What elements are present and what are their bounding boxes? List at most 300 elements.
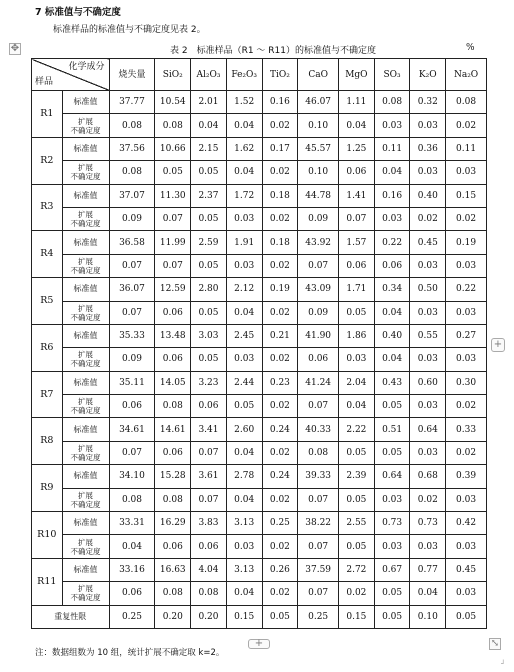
- row-label-uncertainty[interactable]: [62, 301, 109, 324]
- standard-value-cell[interactable]: 0.68: [410, 465, 446, 488]
- standard-value-cell[interactable]: 0.39: [446, 465, 487, 488]
- uncertainty-value-cell[interactable]: 0.05: [339, 301, 375, 324]
- standard-value-cell[interactable]: 1.57: [339, 231, 375, 254]
- uncertainty-value-cell[interactable]: 0.06: [374, 254, 410, 277]
- standard-value-cell[interactable]: 0.73: [410, 512, 446, 535]
- row-label-uncertainty[interactable]: [62, 161, 109, 184]
- uncertainty-value-cell[interactable]: 0.06: [339, 254, 375, 277]
- uncertainty-value-cell[interactable]: 0.04: [226, 441, 262, 464]
- row-label-uncertainty[interactable]: [62, 207, 109, 230]
- standard-value-cell[interactable]: 0.64: [374, 465, 410, 488]
- uncertainty-value-cell[interactable]: 0.03: [410, 161, 446, 184]
- table-row: [32, 161, 487, 184]
- row-label-uncertainty-line1: 扩展: [78, 584, 94, 594]
- repeatability-value-cell[interactable]: 0.20: [191, 605, 227, 628]
- uncertainty-value-cell[interactable]: 0.04: [374, 348, 410, 371]
- sample-name-cell[interactable]: R3: [32, 184, 63, 231]
- standard-value-cell[interactable]: 0.25: [262, 512, 298, 535]
- uncertainty-value-cell[interactable]: 0.05: [374, 441, 410, 464]
- standard-value-cell[interactable]: 37.77: [109, 91, 155, 114]
- row-label-uncertainty[interactable]: [62, 114, 109, 137]
- uncertainty-value-cell[interactable]: 0.02: [410, 488, 446, 511]
- uncertainty-value-cell[interactable]: 0.08: [298, 441, 339, 464]
- standard-value-cell[interactable]: 40.33: [298, 418, 339, 441]
- repeatability-value-cell[interactable]: 0.05: [446, 605, 487, 628]
- column-header[interactable]: MgO: [339, 59, 375, 91]
- uncertainty-value-cell[interactable]: 0.03: [374, 207, 410, 230]
- uncertainty-value-cell[interactable]: 0.04: [374, 301, 410, 324]
- standard-value-cell[interactable]: 0.33: [446, 418, 487, 441]
- row-label-uncertainty[interactable]: [62, 441, 109, 464]
- standard-value-cell[interactable]: 0.15: [446, 184, 487, 207]
- table-row: [32, 348, 487, 371]
- uncertainty-value-cell[interactable]: 0.02: [446, 207, 487, 230]
- uncertainty-value-cell[interactable]: 0.05: [374, 395, 410, 418]
- uncertainty-value-cell[interactable]: 0.07: [109, 301, 155, 324]
- uncertainty-value-cell[interactable]: 0.04: [226, 161, 262, 184]
- diagonal-header-cell[interactable]: [32, 59, 110, 91]
- repeatability-row: [32, 605, 487, 628]
- row-label-uncertainty-line2: 不确定度: [70, 499, 101, 509]
- repeatability-value-cell[interactable]: 0.10: [410, 605, 446, 628]
- sample-name-cell[interactable]: R4: [32, 231, 63, 278]
- row-label-standard[interactable]: 标准值: [62, 324, 109, 347]
- standard-value-cell[interactable]: 33.16: [109, 558, 155, 581]
- uncertainty-value-cell[interactable]: 0.05: [191, 254, 227, 277]
- row-label-uncertainty-line1: 扩展: [78, 210, 94, 220]
- row-label-standard[interactable]: 标准值: [62, 137, 109, 160]
- uncertainty-value-cell[interactable]: 0.03: [446, 488, 487, 511]
- repeatability-value-cell[interactable]: 0.25: [109, 605, 155, 628]
- column-header[interactable]: Na₂O: [446, 59, 487, 91]
- row-label-uncertainty-line2: 不确定度: [70, 406, 101, 416]
- uncertainty-value-cell[interactable]: 0.07: [155, 254, 191, 277]
- uncertainty-value-cell[interactable]: 0.02: [262, 535, 298, 558]
- standard-value-cell[interactable]: 2.72: [339, 558, 375, 581]
- standard-value-cell[interactable]: 0.45: [410, 231, 446, 254]
- uncertainty-value-cell[interactable]: 0.07: [298, 582, 339, 605]
- standard-value-cell[interactable]: 1.62: [226, 137, 262, 160]
- uncertainty-value-cell[interactable]: 0.04: [339, 395, 375, 418]
- uncertainty-value-cell[interactable]: 0.09: [298, 207, 339, 230]
- column-header[interactable]: SiO₂: [155, 59, 191, 91]
- standard-value-cell[interactable]: 0.19: [446, 231, 487, 254]
- uncertainty-value-cell[interactable]: 0.02: [446, 114, 487, 137]
- standard-value-cell[interactable]: 0.73: [374, 512, 410, 535]
- uncertainty-value-cell[interactable]: 0.08: [109, 488, 155, 511]
- standard-values-table: [31, 58, 487, 629]
- standard-value-cell[interactable]: 0.45: [446, 558, 487, 581]
- uncertainty-value-cell[interactable]: 0.08: [155, 488, 191, 511]
- uncertainty-value-cell[interactable]: 0.03: [339, 348, 375, 371]
- standard-value-cell[interactable]: 1.91: [226, 231, 262, 254]
- table-row: [32, 278, 487, 301]
- uncertainty-value-cell[interactable]: 0.04: [109, 535, 155, 558]
- standard-value-cell[interactable]: 0.21: [262, 324, 298, 347]
- standard-value-cell[interactable]: 15.28: [155, 465, 191, 488]
- uncertainty-value-cell[interactable]: 0.08: [109, 114, 155, 137]
- uncertainty-value-cell[interactable]: 0.04: [226, 582, 262, 605]
- standard-value-cell[interactable]: 1.71: [339, 278, 375, 301]
- standard-value-cell[interactable]: 0.32: [410, 91, 446, 114]
- standard-value-cell[interactable]: 35.11: [109, 371, 155, 394]
- uncertainty-value-cell[interactable]: 0.03: [226, 535, 262, 558]
- uncertainty-value-cell[interactable]: 0.02: [262, 301, 298, 324]
- uncertainty-value-cell[interactable]: 0.08: [191, 582, 227, 605]
- standard-value-cell[interactable]: 10.66: [155, 137, 191, 160]
- row-label-standard[interactable]: 标准值: [62, 465, 109, 488]
- uncertainty-value-cell[interactable]: 0.02: [262, 207, 298, 230]
- standard-value-cell[interactable]: 41.90: [298, 324, 339, 347]
- uncertainty-value-cell[interactable]: 0.04: [191, 114, 227, 137]
- row-label-standard[interactable]: 标准值: [62, 558, 109, 581]
- uncertainty-value-cell[interactable]: 0.10: [298, 114, 339, 137]
- uncertainty-value-cell[interactable]: 0.04: [374, 161, 410, 184]
- uncertainty-value-cell[interactable]: 0.05: [339, 488, 375, 511]
- uncertainty-value-cell[interactable]: 0.07: [109, 441, 155, 464]
- uncertainty-value-cell[interactable]: 0.07: [155, 207, 191, 230]
- standard-value-cell[interactable]: 13.48: [155, 324, 191, 347]
- sample-name-cell[interactable]: R8: [32, 418, 63, 465]
- uncertainty-value-cell[interactable]: 0.03: [410, 254, 446, 277]
- uncertainty-value-cell[interactable]: 0.02: [262, 348, 298, 371]
- sample-name-cell[interactable]: R2: [32, 137, 63, 184]
- uncertainty-value-cell[interactable]: 0.03: [226, 254, 262, 277]
- uncertainty-value-cell[interactable]: 0.07: [109, 254, 155, 277]
- standard-value-cell[interactable]: 36.58: [109, 231, 155, 254]
- uncertainty-value-cell[interactable]: 0.05: [191, 207, 227, 230]
- sample-name-cell[interactable]: R1: [32, 91, 63, 138]
- uncertainty-value-cell[interactable]: 0.06: [155, 348, 191, 371]
- table-footnote: 注：数据组数为 10 组，统计扩展不确定取 k=2。: [35, 648, 225, 658]
- standard-value-cell[interactable]: 3.13: [226, 558, 262, 581]
- uncertainty-value-cell[interactable]: 0.06: [109, 395, 155, 418]
- column-header[interactable]: Fe₂O₃: [226, 59, 262, 91]
- standard-value-cell[interactable]: 0.27: [446, 324, 487, 347]
- standard-value-cell[interactable]: 0.64: [410, 418, 446, 441]
- row-label-standard[interactable]: 标准值: [62, 278, 109, 301]
- uncertainty-value-cell[interactable]: 0.10: [298, 161, 339, 184]
- standard-value-cell[interactable]: 0.67: [374, 558, 410, 581]
- standard-value-cell[interactable]: 43.09: [298, 278, 339, 301]
- standard-value-cell[interactable]: 0.16: [262, 91, 298, 114]
- uncertainty-value-cell[interactable]: 0.04: [226, 488, 262, 511]
- standard-value-cell[interactable]: 0.11: [446, 137, 487, 160]
- sample-name-cell[interactable]: R9: [32, 465, 63, 512]
- standard-value-cell[interactable]: 2.04: [339, 371, 375, 394]
- uncertainty-value-cell[interactable]: 0.02: [446, 441, 487, 464]
- repeatability-value-cell[interactable]: 0.20: [155, 605, 191, 628]
- standard-value-cell[interactable]: 16.29: [155, 512, 191, 535]
- standard-value-cell[interactable]: 0.43: [374, 371, 410, 394]
- uncertainty-value-cell[interactable]: 0.03: [446, 582, 487, 605]
- sample-name-cell[interactable]: R6: [32, 324, 63, 371]
- row-label-standard[interactable]: 标准值: [62, 91, 109, 114]
- table-row: [32, 324, 487, 347]
- uncertainty-value-cell[interactable]: 0.05: [226, 395, 262, 418]
- standard-value-cell[interactable]: 0.30: [446, 371, 487, 394]
- column-header[interactable]: K₂O: [410, 59, 446, 91]
- standard-value-cell[interactable]: 38.22: [298, 512, 339, 535]
- standard-value-cell[interactable]: 0.17: [262, 137, 298, 160]
- uncertainty-value-cell[interactable]: 0.07: [191, 488, 227, 511]
- uncertainty-value-cell[interactable]: 0.02: [262, 254, 298, 277]
- uncertainty-value-cell[interactable]: 0.05: [191, 161, 227, 184]
- uncertainty-value-cell[interactable]: 0.06: [155, 301, 191, 324]
- standard-value-cell[interactable]: 11.30: [155, 184, 191, 207]
- row-label-uncertainty[interactable]: [62, 488, 109, 511]
- uncertainty-value-cell[interactable]: 0.04: [410, 582, 446, 605]
- sample-name-cell[interactable]: R11: [32, 558, 63, 605]
- uncertainty-value-cell[interactable]: 0.08: [155, 395, 191, 418]
- row-label-uncertainty-line2: 不确定度: [70, 265, 101, 275]
- standard-value-cell[interactable]: 0.18: [262, 184, 298, 207]
- standard-value-cell[interactable]: 36.07: [109, 278, 155, 301]
- standard-value-cell[interactable]: 1.41: [339, 184, 375, 207]
- sample-name-cell[interactable]: R10: [32, 512, 63, 559]
- repeatability-value-cell[interactable]: 0.25: [298, 605, 339, 628]
- standard-value-cell[interactable]: 1.11: [339, 91, 375, 114]
- standard-value-cell[interactable]: 44.78: [298, 184, 339, 207]
- uncertainty-value-cell[interactable]: 0.05: [155, 161, 191, 184]
- uncertainty-value-cell[interactable]: 0.06: [191, 395, 227, 418]
- standard-value-cell[interactable]: 10.54: [155, 91, 191, 114]
- uncertainty-value-cell[interactable]: 0.03: [446, 254, 487, 277]
- uncertainty-value-cell[interactable]: 0.02: [262, 488, 298, 511]
- standard-value-cell[interactable]: 3.61: [191, 465, 227, 488]
- standard-value-cell[interactable]: 0.24: [262, 465, 298, 488]
- uncertainty-value-cell[interactable]: 0.05: [374, 582, 410, 605]
- standard-value-cell[interactable]: 33.31: [109, 512, 155, 535]
- standard-value-cell[interactable]: 3.23: [191, 371, 227, 394]
- uncertainty-value-cell[interactable]: 0.06: [339, 161, 375, 184]
- standard-value-cell[interactable]: 2.78: [226, 465, 262, 488]
- standard-value-cell[interactable]: 41.24: [298, 371, 339, 394]
- row-label-uncertainty[interactable]: [62, 348, 109, 371]
- table-row: [32, 582, 487, 605]
- uncertainty-value-cell[interactable]: 0.09: [109, 207, 155, 230]
- uncertainty-value-cell[interactable]: 0.08: [155, 582, 191, 605]
- standard-value-cell[interactable]: 0.22: [446, 278, 487, 301]
- uncertainty-value-cell[interactable]: 0.06: [155, 441, 191, 464]
- uncertainty-value-cell[interactable]: 0.03: [446, 535, 487, 558]
- table-row: [32, 535, 487, 558]
- standard-value-cell[interactable]: 2.12: [226, 278, 262, 301]
- row-label-standard[interactable]: 标准值: [62, 371, 109, 394]
- standard-value-cell[interactable]: 1.52: [226, 91, 262, 114]
- table-move-handle-icon[interactable]: ✥: [10, 43, 20, 54]
- uncertainty-value-cell[interactable]: 0.09: [298, 301, 339, 324]
- repeatability-value-cell[interactable]: 0.05: [374, 605, 410, 628]
- uncertainty-value-cell[interactable]: 0.03: [446, 348, 487, 371]
- table-row: [32, 184, 487, 207]
- uncertainty-value-cell[interactable]: 0.02: [262, 441, 298, 464]
- uncertainty-value-cell[interactable]: 0.08: [109, 161, 155, 184]
- row-label-standard[interactable]: 标准值: [62, 418, 109, 441]
- standard-value-cell[interactable]: 2.60: [226, 418, 262, 441]
- uncertainty-value-cell[interactable]: 0.07: [298, 395, 339, 418]
- standard-value-cell[interactable]: 0.16: [374, 184, 410, 207]
- uncertainty-value-cell[interactable]: 0.06: [191, 535, 227, 558]
- standard-value-cell[interactable]: 4.04: [191, 558, 227, 581]
- repeatability-value-cell[interactable]: 0.15: [339, 605, 375, 628]
- standard-value-cell[interactable]: 0.22: [374, 231, 410, 254]
- standard-value-cell[interactable]: 1.25: [339, 137, 375, 160]
- uncertainty-value-cell[interactable]: 0.04: [226, 301, 262, 324]
- standard-value-cell[interactable]: 14.61: [155, 418, 191, 441]
- standard-value-cell[interactable]: 3.83: [191, 512, 227, 535]
- standard-value-cell[interactable]: 11.99: [155, 231, 191, 254]
- standard-value-cell[interactable]: 43.92: [298, 231, 339, 254]
- standard-value-cell[interactable]: 2.22: [339, 418, 375, 441]
- column-header[interactable]: SO₃: [374, 59, 410, 91]
- uncertainty-value-cell[interactable]: 0.03: [374, 488, 410, 511]
- standard-value-cell[interactable]: 16.63: [155, 558, 191, 581]
- standard-value-cell[interactable]: 0.40: [410, 184, 446, 207]
- standard-value-cell[interactable]: 2.80: [191, 278, 227, 301]
- standard-value-cell[interactable]: 2.01: [191, 91, 227, 114]
- uncertainty-value-cell[interactable]: 0.02: [446, 395, 487, 418]
- standard-value-cell[interactable]: 1.72: [226, 184, 262, 207]
- row-label-standard[interactable]: 标准值: [62, 184, 109, 207]
- standard-value-cell[interactable]: 0.42: [446, 512, 487, 535]
- row-label-standard[interactable]: 标准值: [62, 231, 109, 254]
- standard-value-cell[interactable]: 34.61: [109, 418, 155, 441]
- standard-value-cell[interactable]: 0.19: [262, 278, 298, 301]
- uncertainty-value-cell[interactable]: 0.03: [410, 114, 446, 137]
- uncertainty-value-cell[interactable]: 0.03: [374, 535, 410, 558]
- standard-value-cell[interactable]: 3.41: [191, 418, 227, 441]
- standard-value-cell[interactable]: 2.39: [339, 465, 375, 488]
- uncertainty-value-cell[interactable]: 0.04: [339, 114, 375, 137]
- standard-value-cell[interactable]: 0.51: [374, 418, 410, 441]
- standard-value-cell[interactable]: 0.60: [410, 371, 446, 394]
- uncertainty-value-cell[interactable]: 0.05: [191, 301, 227, 324]
- row-label-uncertainty-line1: 扩展: [78, 350, 94, 360]
- uncertainty-value-cell[interactable]: 0.08: [155, 114, 191, 137]
- standard-value-cell[interactable]: 0.26: [262, 558, 298, 581]
- uncertainty-value-cell[interactable]: 0.03: [446, 301, 487, 324]
- table-unit: %: [466, 43, 475, 53]
- uncertainty-value-cell[interactable]: 0.03: [410, 441, 446, 464]
- uncertainty-value-cell[interactable]: 0.03: [446, 161, 487, 184]
- uncertainty-value-cell[interactable]: 0.07: [339, 207, 375, 230]
- standard-value-cell[interactable]: 2.37: [191, 184, 227, 207]
- table-resize-handle-icon[interactable]: ⤡: [490, 638, 500, 649]
- add-column-icon[interactable]: +: [491, 338, 505, 352]
- standard-value-cell[interactable]: 46.07: [298, 91, 339, 114]
- sample-name-cell[interactable]: R5: [32, 278, 63, 325]
- row-label-uncertainty[interactable]: [62, 535, 109, 558]
- standard-value-cell[interactable]: 2.15: [191, 137, 227, 160]
- repeatability-value-cell[interactable]: 0.05: [262, 605, 298, 628]
- standard-value-cell[interactable]: 37.07: [109, 184, 155, 207]
- uncertainty-value-cell[interactable]: 0.07: [298, 535, 339, 558]
- table-row: [32, 137, 487, 160]
- standard-value-cell[interactable]: 3.03: [191, 324, 227, 347]
- uncertainty-value-cell[interactable]: 0.03: [374, 114, 410, 137]
- uncertainty-value-cell[interactable]: 0.03: [410, 348, 446, 371]
- standard-value-cell[interactable]: 37.59: [298, 558, 339, 581]
- uncertainty-value-cell[interactable]: 0.02: [339, 582, 375, 605]
- standard-value-cell[interactable]: 45.57: [298, 137, 339, 160]
- uncertainty-value-cell[interactable]: 0.03: [410, 535, 446, 558]
- standard-value-cell[interactable]: 1.86: [339, 324, 375, 347]
- standard-value-cell[interactable]: 0.08: [446, 91, 487, 114]
- standard-value-cell[interactable]: 39.33: [298, 465, 339, 488]
- standard-value-cell[interactable]: 0.08: [374, 91, 410, 114]
- standard-value-cell[interactable]: 2.45: [226, 324, 262, 347]
- uncertainty-value-cell[interactable]: 0.06: [155, 535, 191, 558]
- standard-value-cell[interactable]: 3.13: [226, 512, 262, 535]
- column-header[interactable]: 烧失量: [109, 59, 155, 91]
- uncertainty-value-cell[interactable]: 0.06: [109, 582, 155, 605]
- row-label-uncertainty[interactable]: [62, 254, 109, 277]
- standard-value-cell[interactable]: 0.50: [410, 278, 446, 301]
- uncertainty-value-cell[interactable]: 0.07: [298, 254, 339, 277]
- standard-value-cell[interactable]: 14.05: [155, 371, 191, 394]
- uncertainty-value-cell[interactable]: 0.05: [339, 535, 375, 558]
- uncertainty-value-cell[interactable]: 0.04: [226, 114, 262, 137]
- uncertainty-value-cell[interactable]: 0.02: [262, 161, 298, 184]
- row-label-uncertainty[interactable]: [62, 395, 109, 418]
- standard-value-cell[interactable]: 2.59: [191, 231, 227, 254]
- standard-value-cell[interactable]: 2.44: [226, 371, 262, 394]
- uncertainty-value-cell[interactable]: 0.03: [226, 207, 262, 230]
- uncertainty-value-cell[interactable]: 0.03: [410, 395, 446, 418]
- standard-value-cell[interactable]: 0.11: [374, 137, 410, 160]
- row-label-uncertainty-line2: 不确定度: [70, 453, 101, 463]
- uncertainty-value-cell[interactable]: 0.07: [298, 488, 339, 511]
- uncertainty-value-cell[interactable]: 0.03: [226, 348, 262, 371]
- uncertainty-value-cell[interactable]: 0.05: [339, 441, 375, 464]
- uncertainty-value-cell[interactable]: 0.05: [191, 348, 227, 371]
- uncertainty-value-cell[interactable]: 0.02: [262, 395, 298, 418]
- standard-value-cell[interactable]: 2.55: [339, 512, 375, 535]
- standard-value-cell[interactable]: 0.40: [374, 324, 410, 347]
- standard-value-cell[interactable]: 0.23: [262, 371, 298, 394]
- uncertainty-value-cell[interactable]: 0.03: [410, 301, 446, 324]
- column-header[interactable]: TiO₂: [262, 59, 298, 91]
- uncertainty-value-cell[interactable]: 0.06: [298, 348, 339, 371]
- standard-value-cell[interactable]: 0.36: [410, 137, 446, 160]
- uncertainty-value-cell[interactable]: 0.07: [191, 441, 227, 464]
- row-label-standard[interactable]: 标准值: [62, 512, 109, 535]
- table-row: [32, 395, 487, 418]
- standard-value-cell[interactable]: 35.33: [109, 324, 155, 347]
- uncertainty-value-cell[interactable]: 0.09: [109, 348, 155, 371]
- standard-value-cell[interactable]: 34.10: [109, 465, 155, 488]
- standard-value-cell[interactable]: 0.24: [262, 418, 298, 441]
- standard-value-cell[interactable]: 0.77: [410, 558, 446, 581]
- column-header[interactable]: CaO: [298, 59, 339, 91]
- row-label-uncertainty[interactable]: [62, 582, 109, 605]
- add-row-icon[interactable]: +: [248, 639, 270, 649]
- row-label-uncertainty-line2: 不确定度: [70, 125, 101, 135]
- standard-value-cell[interactable]: 0.34: [374, 278, 410, 301]
- sample-name-cell[interactable]: R7: [32, 371, 63, 418]
- uncertainty-value-cell[interactable]: 0.02: [262, 582, 298, 605]
- uncertainty-value-cell[interactable]: 0.02: [262, 114, 298, 137]
- repeatability-label[interactable]: 重复性限: [32, 605, 110, 628]
- column-header[interactable]: Al₂O₃: [191, 59, 227, 91]
- uncertainty-value-cell[interactable]: 0.02: [410, 207, 446, 230]
- standard-value-cell[interactable]: 37.56: [109, 137, 155, 160]
- standard-value-cell[interactable]: 0.55: [410, 324, 446, 347]
- standard-value-cell[interactable]: 0.18: [262, 231, 298, 254]
- repeatability-value-cell[interactable]: 0.15: [226, 605, 262, 628]
- standard-value-cell[interactable]: 12.59: [155, 278, 191, 301]
